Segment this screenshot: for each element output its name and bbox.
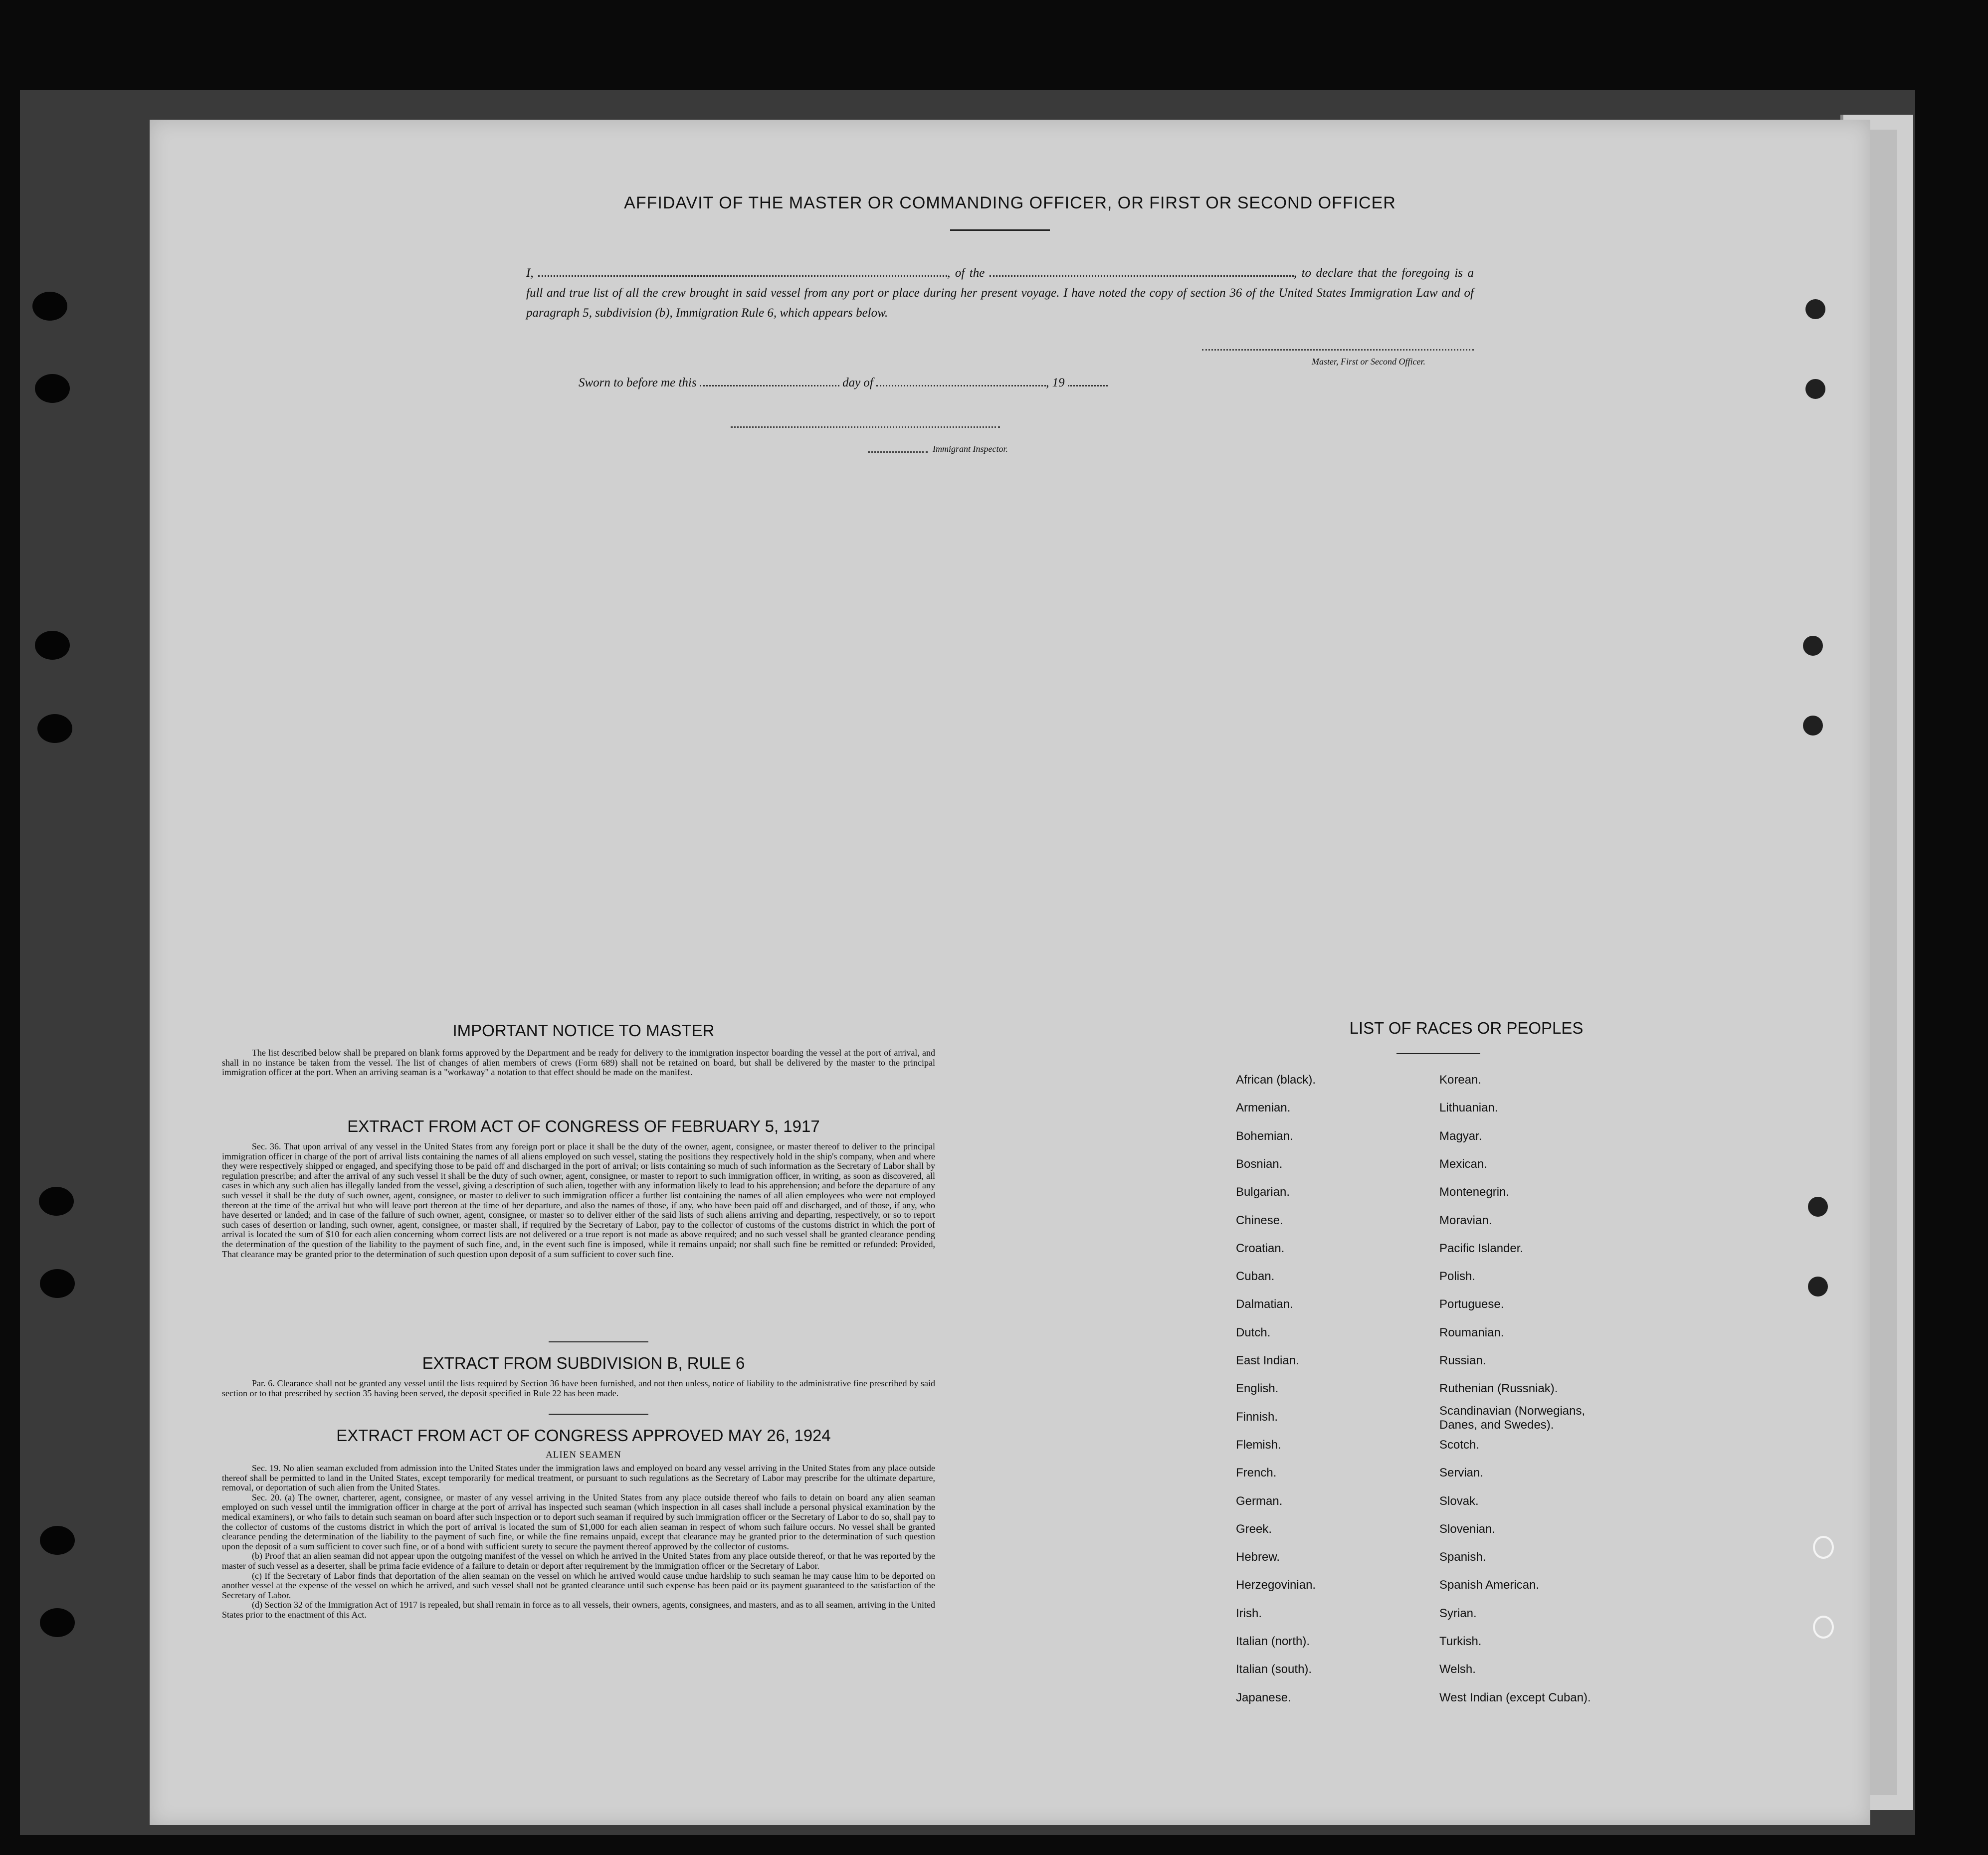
act1924-paragraph: (b) Proof that an alien seaman did not appear upon the outgoing manifest of the vessel on which he arrived in the United States from any place outside thereof, or that he was reported by the master of such vessel as a deserter, shall be prima facie evidence of a failure to detain or deport after requirement by the immigration officer or the Secretary of Labor. [222, 1551, 935, 1571]
race-item: Bosnian. [1236, 1157, 1283, 1171]
sworn-day: day of [842, 376, 873, 389]
affidavit-text [526, 263, 1474, 323]
act1924-paragraph: (d) Section 32 of the Immigration Act of 1917 is repealed, but shall remain in force as to all vessels, their owners, agents, consignees, and masters, and as to all seamen, arriving in the United States prior to the enactment of this Act. [222, 1600, 935, 1620]
race-item: Korean. [1439, 1073, 1482, 1087]
act1924-subtitle: ALIEN SEAMEN [546, 1450, 621, 1460]
affidavit-i: I, [526, 266, 534, 280]
act1924-title: EXTRACT FROM ACT OF CONGRESS APPROVED MAY 26, 1924 [336, 1426, 831, 1445]
race-item: East Indian. [1236, 1354, 1299, 1367]
race-item: Russian. [1439, 1354, 1486, 1367]
binder-hole [40, 1608, 75, 1637]
binder-hole [1808, 1277, 1828, 1297]
binder-hole [1808, 1197, 1828, 1217]
race-item: Ruthenian (Russniak). [1439, 1382, 1558, 1396]
binder-hole [1805, 299, 1825, 319]
act1917-title: EXTRACT FROM ACT OF CONGRESS OF FEBRUARY 5, 1917 [347, 1117, 820, 1135]
notice-paragraph: The list described below shall be prepared on blank forms approved by the Department and be ready for delivery to the immigration inspector boarding the vessel at the port of arrival, and shall in no instance be taken from the vessel. The list of changes of alien members of crews (Form 689) shall not be retained on board, but shall be delivered by the master to the principal immigration officer at the port. When an arriving seaman is a "workaway" a notation to that effect should be made on the manifest. [222, 1048, 935, 1078]
rule6-paragraph: Par. 6. Clearance shall not be granted any vessel until the lists required by Section 36 have been furnished, and not then unless, notice of liability to the administrative fine prescribed by said section or to that prescribed by section 35 having been served, the deposit specified in Rule 22 has been made. [222, 1378, 935, 1398]
month-blank [876, 375, 1046, 386]
affidavit-title: AFFIDAVIT OF THE MASTER OR COMMANDING OFFICER, OR FIRST OR SECOND OFFICER [624, 193, 1396, 212]
binder-hole [1803, 716, 1823, 736]
race-item: Magyar. [1439, 1129, 1482, 1143]
section-divider [549, 1341, 648, 1342]
race-item: German. [1236, 1494, 1283, 1508]
act1924-paragraph: (c) If the Secretary of Labor finds that deportation of the alien seaman on the vessel on which he arrived would cause undue hardship to such seaman he may cause him to be deported on another vessel at the expense of the vessel on which he arrived, and such vessel shall not be granted clearance until such expense has been paid or its payment guaranteed to the satisfaction of the Secretary of Labor. [222, 1570, 935, 1600]
title-divider [950, 229, 1050, 231]
binder-hole [1805, 379, 1825, 399]
race-item: English. [1236, 1382, 1279, 1396]
binder-hole [35, 631, 70, 660]
race-item: West Indian (except Cuban). [1439, 1690, 1591, 1704]
race-item: Croatian. [1236, 1241, 1285, 1255]
inspector-signature-line [731, 426, 1000, 428]
year-blank [1068, 375, 1108, 386]
race-item: Montenegrin. [1439, 1185, 1510, 1199]
race-item: Finnish. [1236, 1410, 1278, 1424]
race-item: Moravian. [1439, 1213, 1492, 1227]
notice-title: IMPORTANT NOTICE TO MASTER [452, 1021, 715, 1040]
rule6-title: EXTRACT FROM SUBDIVISION B, RULE 6 [422, 1354, 745, 1372]
race-item: Hebrew. [1236, 1550, 1280, 1564]
races-divider [1396, 1053, 1480, 1054]
races-title: LIST OF RACES OR PEOPLES [1349, 1019, 1584, 1037]
race-item: Servian. [1439, 1466, 1484, 1480]
race-item: Chinese. [1236, 1213, 1283, 1227]
race-item: Armenian. [1236, 1101, 1291, 1115]
rule6-text [222, 1379, 935, 1398]
race-item: Flemish. [1236, 1438, 1281, 1452]
race-item: Herzegovinian. [1236, 1578, 1316, 1592]
binder-hole [40, 1526, 75, 1555]
race-item: Slovak. [1439, 1494, 1479, 1508]
race-item: Italian (north). [1236, 1635, 1310, 1648]
vessel-blank [990, 265, 1294, 277]
race-item: Italian (south). [1236, 1663, 1312, 1676]
binder-hole [1813, 1616, 1834, 1639]
binder-hole [32, 292, 67, 321]
act1924-paragraph: Sec. 20. (a) The owner, charterer, agent, consignee, or master of any vessel arriving in the United States from any place outside thereof who fails to detain on board any alien seaman employed on such vessel until the immigration officer in charge at the port of arrival has inspected such seaman (which inspection in all cases shall include a personal physical examination by the medical examiners), or who fails to detain such seaman on board after such inspection or to deport such seaman if required by such immigration officer or the Secretary of Labor to do so, shall pay to the collector of customs of the customs district in which the port of arrival is located the sum of $1,000 for each alien seaman in respect of whom such failure occurs. No vessel shall be granted clearance pending the determination of the liability to the payment of such fine, or while the fine remains unpaid, except that clearance may be granted prior to the determination of such question upon the deposit of a sum sufficient to cover such fine, or of a bond with sufficient surety to secure the payment thereof approved by the collector of customs. [222, 1492, 935, 1551]
inspector-dots [868, 451, 928, 453]
binder-hole [1813, 1536, 1834, 1559]
race-item: African (black). [1236, 1073, 1316, 1087]
race-item: Slovenian. [1439, 1522, 1496, 1536]
race-item: Pacific Islander. [1439, 1241, 1524, 1255]
race-item: Spanish American. [1439, 1578, 1540, 1592]
binder-hole [1803, 636, 1823, 656]
day-blank [700, 375, 839, 386]
race-item: Greek. [1236, 1522, 1272, 1536]
race-item: Portuguese. [1439, 1298, 1504, 1311]
race-item: Spanish. [1439, 1550, 1486, 1564]
race-item: Dalmatian. [1236, 1298, 1293, 1311]
sworn-prefix: Sworn to before me this [579, 376, 697, 389]
signature-label: Master, First or Second Officer. [1312, 357, 1425, 367]
race-item: Bohemian. [1236, 1129, 1293, 1143]
sworn-line [579, 375, 1108, 390]
race-item: Dutch. [1236, 1325, 1271, 1339]
race-item: Turkish. [1439, 1635, 1482, 1648]
binder-hole [39, 1187, 74, 1216]
race-item: Mexican. [1439, 1157, 1488, 1171]
race-item: Lithuanian. [1439, 1101, 1498, 1115]
binder-hole [35, 374, 70, 403]
race-item: Roumanian. [1439, 1325, 1504, 1339]
race-item: Scotch. [1439, 1438, 1480, 1452]
notice-text [222, 1048, 935, 1078]
binder-hole [40, 1269, 75, 1298]
signature-line [1202, 349, 1474, 351]
inspector-label: Immigrant Inspector. [933, 444, 1008, 454]
affidavit-of-the: , of the [947, 266, 985, 280]
affidavit-declaration: , to declare that the foregoing is a full and true list of all the crew brought in said vessel from any port or place during her present voyage. I have noted the copy of section 36 of the United States Immigration Law and of paragraph 5, subdivision (b), Immigration Rule 6, which appears below. [526, 266, 1474, 320]
sworn-year: , 19 [1046, 376, 1065, 389]
race-item: French. [1236, 1466, 1277, 1480]
race-item: Welsh. [1439, 1663, 1476, 1676]
race-item: Japanese. [1236, 1690, 1291, 1704]
race-item: Polish. [1439, 1270, 1476, 1284]
race-item: Irish. [1236, 1606, 1262, 1620]
act1924-text [222, 1464, 935, 1620]
race-item: Syrian. [1439, 1606, 1477, 1620]
section-divider [549, 1414, 648, 1415]
name-blank [538, 265, 947, 277]
act1917-paragraph: Sec. 36. That upon arrival of any vessel in the United States from any foreign port or place it shall be the duty of the owner, agent, consignee, or master thereof to deliver to the principal immigration officer in charge of the port of arrival lists containing the names of all aliens employed on such vessel, stating the positions they respectively hold in the ship's company, when and where they were respectively shipped or engaged, and specifying those to be paid off and discharged in the port of arrival; or lists containing so much of such information as the Secretary of Labor shall by regulation prescribe; and after the arrival of any such vessel it shall be the duty of such owner, agent, consignee, or master to report to such immigration officer, in writing, as soon as discovered, all cases in which any such alien has illegally landed from the vessel, giving a description of such alien, together with any information likely to lead to his apprehension; and before the departure of any such vessel it shall be the duty of such owner, agent, consignee, or master to deliver to such immigration officer a further list containing the names of all alien employees who were not employed thereon at the time of the arrival but who will leave port thereon at the time of her departure, and also the names of those, if any, who have been paid off and discharged, and of those, if any, who have deserted or landed; and in case of the failure of such owner, agent, consignee, or master so to deliver either of the said lists of such aliens arriving and departing, respectively, or so to report such cases of desertion or landing, such owner, agent, consignee, or master shall, if required by the Secretary of Labor, pay to the collector of customs of the customs district in which the port of arrival is located the sum of $10 for each alien concerning whom correct lists are not delivered or a true report is not made as above required; and no such vessel shall be granted clearance pending the determination of the question of the liability to the payment of such fine, and, in the event such fine is imposed, while it remains unpaid; nor shall such fine be remitted or refunded: Provided, That clearance may be granted prior to the determination of such question upon deposit of a sum sufficient to cover such fine. [222, 1141, 935, 1259]
race-item: Bulgarian. [1236, 1185, 1290, 1199]
act1917-text [222, 1142, 935, 1259]
act1924-paragraph: Sec. 19. No alien seaman excluded from admission into the United States under the immigration laws and employed on board any vessel arriving in the United States from any place outside thereof shall be permitted to land in the United States, except temporarily for medical treatment, or pursuant to such regulations as the Secretary of Labor may prescribe for the ultimate departure, removal, or deportation of such alien from the United States. [222, 1463, 935, 1493]
binder-hole [37, 714, 72, 743]
race-item: Scandinavian (Norwegians, Danes, and Swedes). [1439, 1404, 1586, 1432]
race-item: Cuban. [1236, 1270, 1275, 1284]
